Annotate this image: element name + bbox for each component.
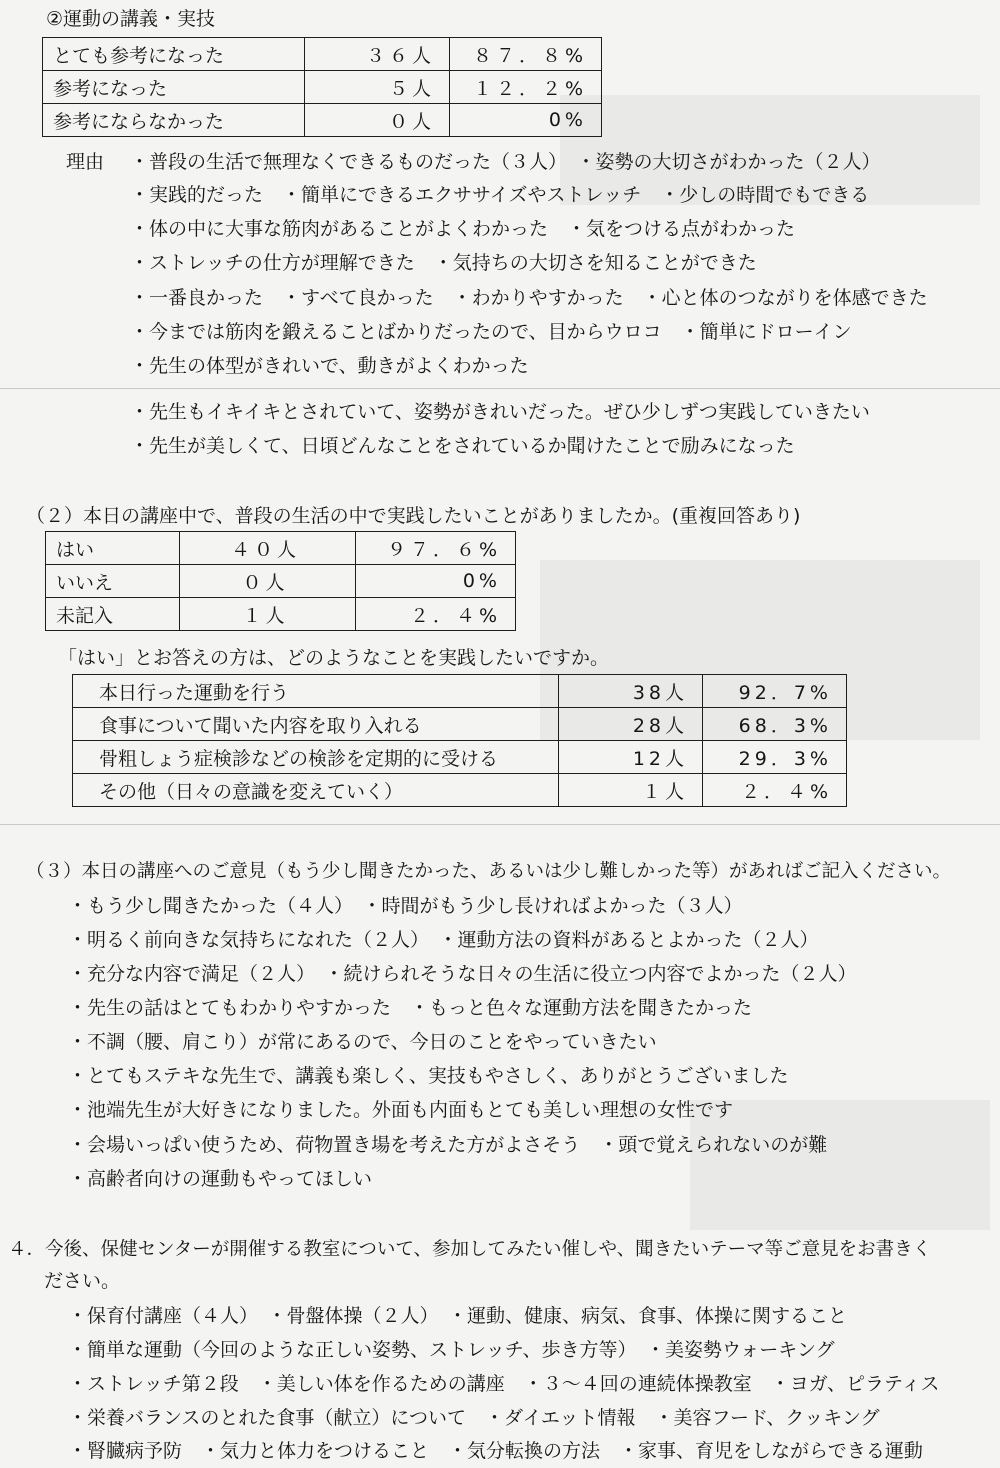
practice-detail-table [72,674,847,807]
row-label: とても参考になった [43,38,305,71]
row-percent: 92．7% [703,675,847,708]
opinion-item: ・先生の話はとてもわかりやすかった ・もっと色々な運動方法を聞きたかった [68,997,753,1019]
opinion-item: ・充分な内容で満足（２人） ・続けられそうな日々の生活に役立つ内容でよかった（２人） [68,963,857,985]
row-label: 本日行った運動を行う [73,675,559,708]
row-label: 骨粗しょう症検診などの検診を定期的に受ける [73,741,559,774]
future-heading: ４．今後、保健センターが開催する教室について、参加してみたい催しや、聞きたいテーマ等ご意見をお書きく [8,1239,932,1260]
future-item: ・保育付講座（４人） ・骨盤体操（２人） ・運動、健康、病気、食事、体操に関すること [68,1305,848,1327]
table-row [46,598,516,631]
reason-item: ・先生の体型がきれいで、動きがよくわかった [130,355,529,377]
opinion-item: ・明るく前向きな気持ちになれた（２人） ・運動方法の資料があるとよかった（２人） [68,929,819,951]
row-count: ４０人 [180,532,356,565]
table-row [73,708,847,741]
table-row [73,675,847,708]
row-count: ３６人 [305,38,450,71]
reason-item: ・実践的だった ・簡単にできるエクササイズやストレッチ ・少しの時間でもできる [130,184,870,206]
row-percent: ２．４% [703,774,847,807]
row-count: １人 [559,774,703,807]
bleed-through-shadow [690,1100,990,1230]
followup-question: 「はい」とお答えの方は、どのようなことを実践したいですか。 [58,647,610,669]
reason-item: ・体の中に大事な筋肉があることがよくわかった ・気をつける点がわかった [130,218,796,240]
row-count: ０人 [305,104,450,137]
future-heading-continued: ださい。 [44,1270,121,1292]
exercise-table [42,37,602,137]
row-count: 12人 [559,741,703,774]
table-row [43,38,602,71]
table-row [43,104,602,137]
table-row [73,741,847,774]
row-count: １人 [180,598,356,631]
paper-fold-line [0,388,1000,389]
future-item: ・ストレッチ第２段 ・美しい体を作るための講座 ・３～４回の連続体操教室 ・ヨガ、ピラティス [68,1373,940,1395]
practice-table [45,531,516,631]
table-row [46,532,516,565]
exercise-heading: ②運動の講義・実技 [46,8,216,30]
row-label: 参考になった [43,71,305,104]
future-item: ・簡単な運動（今回のような正しい姿勢、ストレッチ、歩き方等） ・美姿勢ウォーキング [68,1339,835,1361]
table-row [46,565,516,598]
reason-item: ・普段の生活で無理なくできるものだった（３人） ・姿勢の大切さがわかった（２人） [130,151,881,173]
row-percent: 0% [450,104,602,137]
row-percent: ２．４% [356,598,516,631]
reason-label: 理由 [66,151,105,173]
opinion-item: ・高齢者向けの運動もやってほしい [68,1168,373,1190]
row-label: その他（日々の意識を変えていく） [73,774,559,807]
row-label: いいえ [46,565,180,598]
row-label: 未記入 [46,598,180,631]
row-percent: 68．3% [703,708,847,741]
opinion-item: ・会場いっぱい使うため、荷物置き場を考えた方がよさそう ・頭で覚えられないのが難 [68,1134,828,1156]
row-percent: 0% [356,565,516,598]
opinion-item: ・不調（腰、肩こり）が常にあるので、今日のことをやっていきたい [68,1031,657,1053]
reason-item: ・一番良かった ・すべて良かった ・わかりやすかった ・心と体のつながりを体感できた [130,287,928,309]
row-count: 38人 [559,675,703,708]
row-label: 食事について聞いた内容を取り入れる [73,708,559,741]
reason-item: ・先生もイキイキとされていて、姿勢がきれいだった。ぜひ少しずつ実践していきたい [130,401,870,423]
table-row [73,774,847,807]
row-label: はい [46,532,180,565]
opinion-item: ・とてもステキな先生で、講義も楽しく、実技もやさしく、ありがとうございました [68,1065,789,1087]
opinion-heading: （３）本日の講座へのご意見（もう少し聞きたかった、あるいは少し難しかった等）があればご記入ください。 [26,861,952,882]
row-label: 参考にならなかった [43,104,305,137]
reason-item: ・今までは筋肉を鍛えることばかりだったので、目からウロコ ・簡単にドローイン [130,321,852,343]
row-percent: ８７．８% [450,38,602,71]
row-count: 28人 [559,708,703,741]
reason-item: ・ストレッチの仕方が理解できた ・気持ちの大切さを知ることができた [130,252,757,274]
future-item: ・腎臓病予防 ・気力と体力をつけること ・気分転換の方法 ・家事、育児をしながらできる運動 [68,1440,923,1462]
practice-heading: （２）本日の講座中で、普段の生活の中で実践したいことがありましたか。(重複回答あり) [26,505,801,527]
row-percent: １２．２% [450,71,602,104]
opinion-item: ・池端先生が大好きになりました。外面も内面もとても美しい理想の女性です [68,1099,734,1121]
paper-fold-line [0,824,1000,825]
row-count: ０人 [180,565,356,598]
future-item: ・栄養バランスのとれた食事（献立）について ・ダイエット情報 ・美容フード、クッキング [68,1407,880,1429]
row-count: ５人 [305,71,450,104]
row-percent: 29．3% [703,741,847,774]
reason-item: ・先生が美しくて、日頃どんなことをされているか聞けたことで励みになった [130,435,795,457]
row-percent: ９７．６% [356,532,516,565]
opinion-item: ・もう少し聞きたかった（４人） ・時間がもう少し長ければよかった（３人） [68,895,743,917]
table-row [43,71,602,104]
